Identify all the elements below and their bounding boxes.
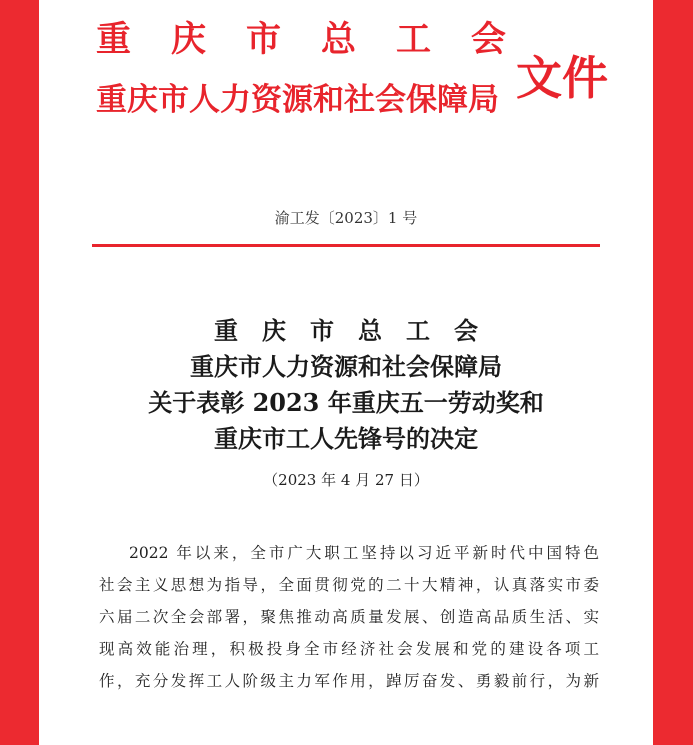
body-line: 2022 年以来，全市广大职工坚持以习近平新时代中国特色 [129,544,599,562]
document-header [96,10,616,120]
header-org1-char: 重 [96,19,132,60]
document-body [99,537,599,697]
left-red-border [0,0,39,745]
body-line: 现高效能治理，积极投身全市经济社会发展和党的建设各项工 [99,640,599,658]
header-org1-char: 市 [245,19,281,60]
header-org1-char: 庆 [170,19,206,60]
header-org1-char: 会 [470,19,506,60]
title-line: 关于表彰 2023 年重庆五一劳动奖和 [148,388,544,417]
title-line: 重庆市人力资源和社会保障局 [190,352,502,381]
title-line: 重庆市总工会 [214,316,502,345]
document-date: （2023 年 4 月 27 日） [263,471,429,489]
header-document-label: 文件 [516,51,608,105]
document-number: 渝工发〔2023〕1 号 [274,209,418,227]
right-red-border [653,0,693,745]
red-divider-line [92,244,600,247]
document-title [39,313,653,457]
header-org1-char: 总 [320,19,356,60]
body-line: 作，充分发挥工人阶级主力军作用，踔厉奋发、勇毅前行，为新 [99,672,599,690]
body-line: 六届二次全会部署，聚焦推动高质量发展、创造高品质生活、实 [99,608,599,626]
document-page [39,0,653,745]
header-org-hr-bureau: 重庆市人力资源和社会保障局 [96,82,499,118]
body-line: 社会主义思想为指导，全面贯彻党的二十大精神，认真落实市委 [99,576,599,594]
header-org1-char: 工 [395,19,431,60]
header-org-trade-union [96,12,506,62]
title-line: 重庆市工人先锋号的决定 [214,424,478,453]
